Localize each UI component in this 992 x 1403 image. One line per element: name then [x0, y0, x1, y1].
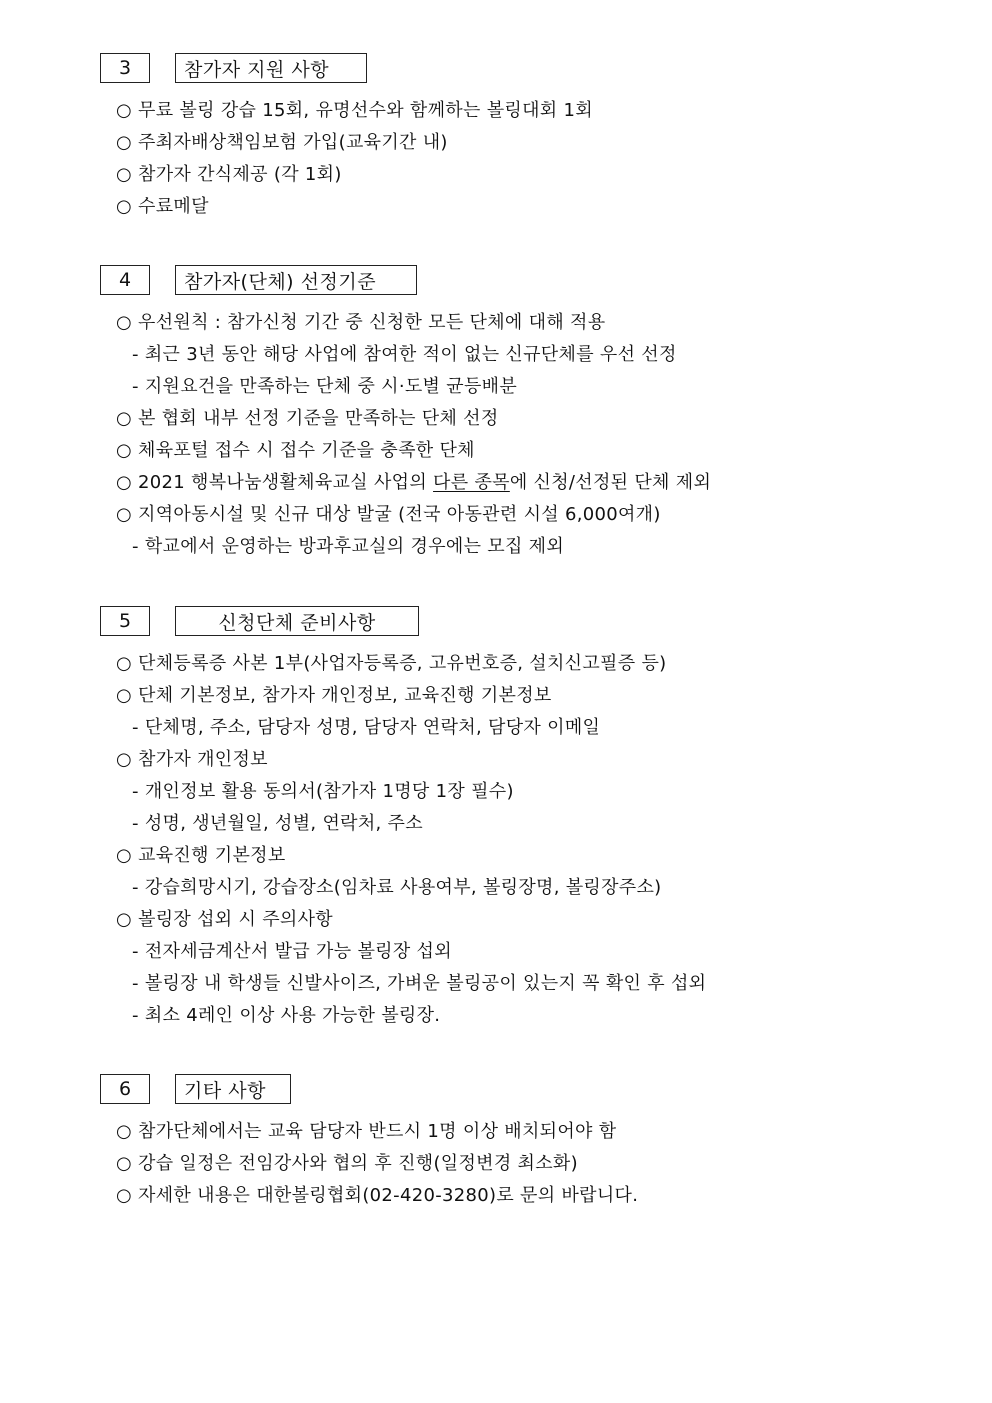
section-title: 기타 사항	[175, 1074, 291, 1104]
list-item-text: 에 신청/선정된 단체 제외	[509, 472, 712, 493]
list-item: ○ 체육포털 접수 시 접수 기준을 충족한 단체	[116, 440, 475, 461]
underlined-emphasis: 다른 종목	[433, 472, 510, 493]
section-number: 5	[100, 606, 150, 636]
list-item	[116, 470, 711, 496]
sub-item: - 강습희망시기, 강습장소(임차료 사용여부, 볼링장명, 볼링장주소)	[132, 877, 662, 898]
list-item: ○ 단체 기본정보, 참가자 개인정보, 교육진행 기본정보	[116, 685, 552, 706]
list-item: ○ 단체등록증 사본 1부(사업자등록증, 고유번호증, 설치신고필증 등)	[116, 653, 667, 674]
list-item: ○ 참가단체에서는 교육 담당자 반드시 1명 이상 배치되어야 함	[116, 1121, 617, 1142]
sub-item: - 전자세금계산서 발급 가능 볼링장 섭외	[132, 941, 452, 962]
sub-item: - 학교에서 운영하는 방과후교실의 경우에는 모집 제외	[132, 536, 565, 557]
list-item: ○ 교육진행 기본정보	[116, 845, 286, 866]
section-5	[0, 606, 992, 1026]
list-item: ○ 수료메달	[116, 196, 209, 217]
sub-item: - 단체명, 주소, 담당자 성명, 담당자 연락처, 담당자 이메일	[132, 717, 601, 738]
section-number: 3	[100, 53, 150, 83]
list-item: ○ 참가자 간식제공 (각 1회)	[116, 164, 342, 185]
list-item: ○ 무료 볼링 강습 15회, 유명선수와 함께하는 볼링대회 1회	[116, 100, 593, 121]
list-item: ○ 본 협회 내부 선정 기준을 만족하는 단체 선정	[116, 408, 499, 429]
list-item: ○ 우선원칙 : 참가신청 기간 중 신청한 모든 단체에 대해 적용	[116, 312, 606, 333]
sub-item: - 지원요건을 만족하는 단체 중 시·도별 균등배분	[132, 376, 518, 397]
section-number: 4	[100, 265, 150, 295]
section-title: 참가자 지원 사항	[175, 53, 367, 83]
section-header	[0, 606, 992, 640]
list-item: ○ 강습 일정은 전임강사와 협의 후 진행(일정변경 최소화)	[116, 1153, 578, 1174]
section-header	[0, 265, 992, 299]
list-item: ○ 지역아동시설 및 신규 대상 발굴 (전국 아동관련 시설 6,000여개)	[116, 504, 661, 525]
sub-item: - 볼링장 내 학생들 신발사이즈, 가벼운 볼링공이 있는지 꼭 확인 후 섭외	[132, 973, 707, 994]
section-title: 신청단체 준비사항	[175, 606, 419, 636]
section-header	[0, 53, 992, 87]
section-number: 6	[100, 1074, 150, 1104]
sub-item: - 성명, 생년월일, 성별, 연락처, 주소	[132, 813, 423, 834]
section-title: 참가자(단체) 선정기준	[175, 265, 417, 295]
list-item-text: ○ 2021 행복나눔생활체육교실 사업의	[116, 472, 434, 493]
list-item: ○ 참가자 개인정보	[116, 749, 268, 770]
sub-item: - 최근 3년 동안 해당 사업에 참여한 적이 없는 신규단체를 우선 선정	[132, 344, 677, 365]
list-item: ○ 볼링장 섭외 시 주의사항	[116, 909, 333, 930]
sub-item: - 최소 4레인 이상 사용 가능한 볼링장.	[132, 1005, 441, 1026]
sub-item: - 개인정보 활용 동의서(참가자 1명당 1장 필수)	[132, 781, 514, 802]
section-3	[0, 53, 992, 217]
section-6	[0, 1074, 992, 1206]
list-item: ○ 주최자배상책임보험 가입(교육기간 내)	[116, 132, 448, 153]
section-header	[0, 1074, 992, 1108]
list-item: ○ 자세한 내용은 대한볼링협회(02-420-3280)로 문의 바랍니다.	[116, 1185, 639, 1206]
section-4	[0, 265, 992, 557]
